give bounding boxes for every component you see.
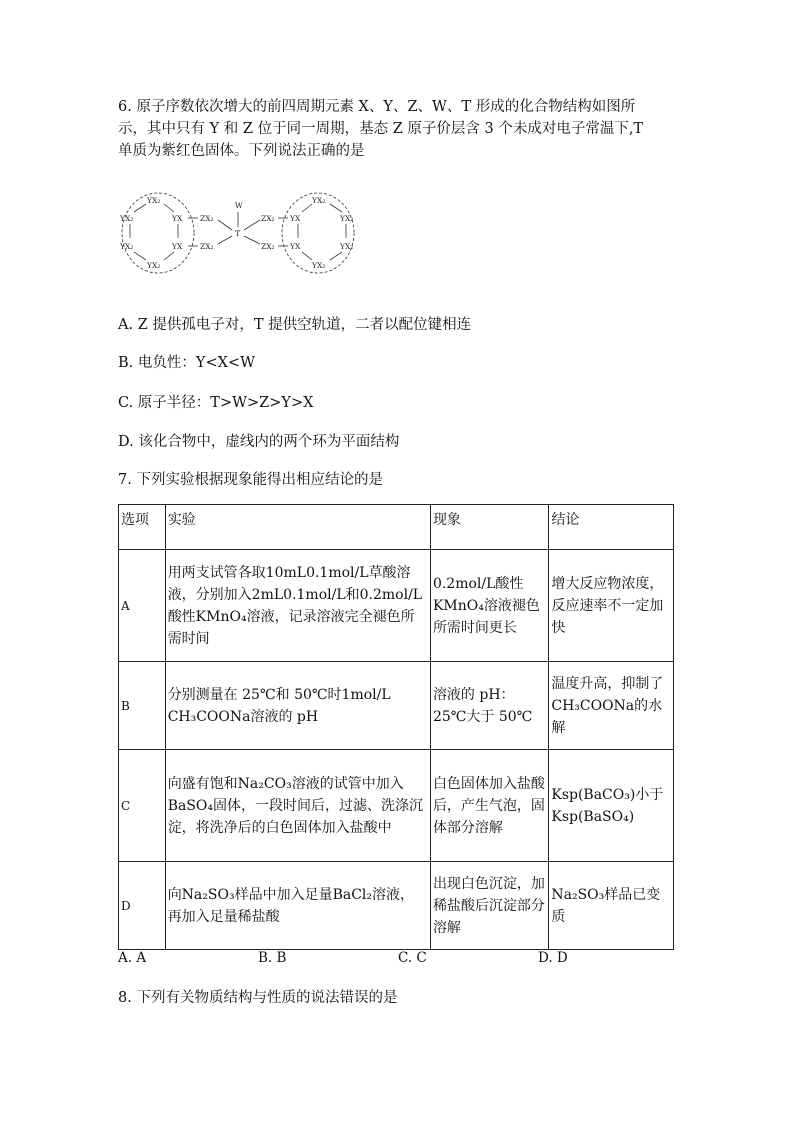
left-upper-zx2: ZX₂ xyxy=(200,214,214,223)
row-c-experiment: 向盛有饱和Na₂CO₃溶液的试管中加入BaSO₄固体，一段时间后，过滤、洗涤沉淀，将洗净后的白色固体加入盐酸中 xyxy=(165,750,430,862)
row-b-experiment: 分别测量在 25℃和 50℃时1mol/L CH₃COONa溶液的 pH xyxy=(165,662,430,750)
row-a-conclusion: 增大反应物浓度，反应速率不一定加快 xyxy=(549,550,674,662)
left-lower-left-yx2: YX₂ xyxy=(120,242,134,251)
q7-answer-a: A. A xyxy=(118,950,147,966)
row-d-option: D xyxy=(119,862,166,950)
q6-line-2: 示，其中只有 Y 和 Z 位于同一周期，基态 Z 原子价层含 3 个未成对电子常温下,T xyxy=(118,121,644,137)
row-d-conclusion: Na₂SO₃样品已变质 xyxy=(549,862,674,950)
row-a-phenomenon: 0.2mol/L酸性KMnO₄溶液褪色所需时间更长 xyxy=(430,550,548,662)
top-w-label: W xyxy=(235,201,243,210)
q6-line-1: 6. 原子序数依次增大的前四周期元素 X、Y、Z、W、T 形成的化合物结构如图所 xyxy=(118,99,636,115)
question-8-stem: 8. 下列有关物质结构与性质的说法错误的是 xyxy=(118,990,398,1006)
table-row xyxy=(119,550,674,662)
table-row xyxy=(119,662,674,750)
q7-answer-c: C. C xyxy=(398,950,427,966)
q6-option-d: D. 该化合物中，虚线内的两个环为平面结构 xyxy=(118,434,400,450)
table-row xyxy=(119,750,674,862)
experiment-table xyxy=(118,504,674,950)
q6-line-3: 单质为紫红色固体。下列说法正确的是 xyxy=(118,143,365,159)
row-a-option: A xyxy=(119,550,166,662)
row-b-option: B xyxy=(119,662,166,750)
row-d-phenomenon: 出现白色沉淀，加稀盐酸后沉淀部分溶解 xyxy=(430,862,548,950)
right-lower-left-yx: YX xyxy=(290,242,301,251)
table-row xyxy=(119,862,674,950)
left-lower-right-yx: YX xyxy=(172,242,183,251)
row-b-phenomenon: 溶液的 pH：25℃大于 50℃ xyxy=(430,662,548,750)
header-experiment: 实验 xyxy=(165,505,430,550)
question-7-stem: 7. 下列实验根据现象能得出相应结论的是 xyxy=(118,472,383,488)
q6-option-c: C. 原子半径：T>W>Z>Y>X xyxy=(118,395,314,411)
right-bottom-yx2: YX₂ xyxy=(312,261,326,270)
right-top-yx2: YX₂ xyxy=(312,196,326,205)
row-d-experiment: 向Na₂SO₃样品中加入足量BaCl₂溶液，再加入足量稀盐酸 xyxy=(165,862,430,950)
left-upper-right-yx: YX xyxy=(172,214,183,223)
header-phenomenon: 现象 xyxy=(430,505,548,550)
table-header-row xyxy=(119,505,674,550)
right-upper-right-yx2: YX₂ xyxy=(340,214,354,223)
q7-answer-d: D. D xyxy=(538,950,568,966)
question-6-stem xyxy=(118,96,678,162)
row-c-conclusion: Ksp(BaCO₃)小于Ksp(BaSO₄) xyxy=(549,750,674,862)
row-c-phenomenon: 白色固体加入盐酸后，产生气泡，固体部分溶解 xyxy=(430,750,548,862)
left-top-yx2: YX₂ xyxy=(147,196,161,205)
right-upper-zx2: ZX₂ xyxy=(261,214,275,223)
right-lower-zx2: ZX₂ xyxy=(261,242,275,251)
q6-option-b: B. 电负性：Y<X<W xyxy=(118,355,255,371)
header-option: 选项 xyxy=(119,505,166,550)
left-bottom-yx2: YX₂ xyxy=(147,261,161,270)
left-upper-left-yx2: YX₂ xyxy=(120,214,134,223)
header-conclusion: 结论 xyxy=(549,505,674,550)
q6-option-a: A. Z 提供孤电子对，T 提供空轨道，二者以配位键相连 xyxy=(118,317,472,333)
center-t-label: T xyxy=(235,229,241,238)
left-lower-zx2: ZX₂ xyxy=(200,242,214,251)
q7-answer-b: B. B xyxy=(258,950,287,966)
row-c-option: C xyxy=(119,750,166,862)
right-upper-left-yx: YX xyxy=(290,214,301,223)
right-lower-right-yx2: YX₂ xyxy=(340,242,354,251)
compound-structure-diagram xyxy=(118,190,368,285)
row-a-experiment: 用两支试管各取10mL0.1mol/L草酸溶液，分别加入2mL0.1mol/L和0.2mol/L酸性KMnO₄溶液，记录溶液完全褪色所需时间 xyxy=(165,550,430,662)
row-b-conclusion: 温度升高，抑制了CH₃COONa的水解 xyxy=(549,662,674,750)
